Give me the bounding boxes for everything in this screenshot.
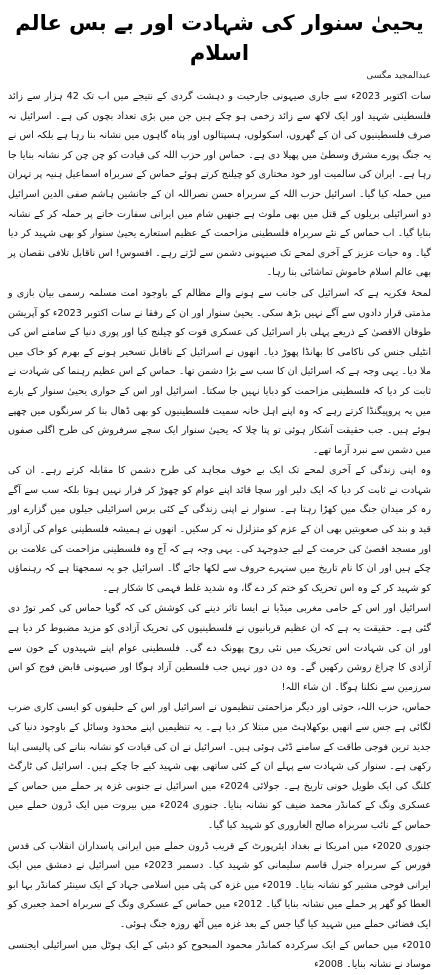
paragraph-5: حماس، حزب اللہ، حوثی اور دیگر مزاحمتی تنظیموں نے اسرائیل اور اس کے حلیفوں کو ایسی کاری ضرب لگائی ہے جس سے انھیں بوکھلاہٹ میں مبتلا کر دیا ہے۔ یہ تنظیمیں اپنے محدود وسائل کے باوجود دنیا کی جدید ترین فوجی طاقت کے سامنے ڈٹی ہوئی ہیں۔ اسرائیل نے ان کی قیادت کو نشانہ بنانے کی پالیسی اپنا رکھی ہے۔ سنوار کی شہادت سے پہلے ان کے کئی ساتھی بھی شہید کیے جا چکے ہیں۔ اسرائیل کی ٹارگٹ کلنگ کی ایک طویل خونی تاریخ ہے۔ جولائی 2024ء میں اسرائیل نے جنوبی غزہ پر حملے میں حماس کے عسکری ونگ کے کمانڈر محمد ضیف کو نشانہ بنایا۔ جنوری 2024ء میں بیروت میں ایک ڈرون حملے میں حماس کے نائب سربراہ صالح العاروری کو شہید کیا گیا۔ (8, 702, 431, 831)
paragraph-3: وہ اپنی زندگی کے آخری لمحے تک ایک بے خوف مجاہد کی طرح دشمن کا مقابلہ کرتے رہے۔ ان کی شہادت نے ثابت کر دیا کہ ایک دلیر اور سچا قائد اپنے عوام کو چھوڑ کر فرار نہیں ہوتا بلکہ سب سے آگے رہ کر میدان جنگ میں کھڑا رہتا ہے۔ سنوار نے اپنی زندگی کے کئی برس اسرائیلی جیلوں میں گزارے اور قید و بند کی صعوبتیں بھی ان کے عزم کو متزلزل نہ کر سکیں۔ انھوں نے ہمیشہ فلسطینی عوام کی آزادی اور مسجد اقصیٰ کی حرمت کے لیے جدوجہد کی۔ یہی وجہ ہے کہ آج وہ فلسطینی مزاحمت کی علامت بن چکے ہیں اور ان کا نام تاریخ میں سنہرے حروف سے لکھا جائے گا۔ اسرائیل جو یہ سمجھتا ہے کہ رہنماؤں کو شہید کر کے وہ اس تحریک کو ختم کر دے گا، وہ شدید غلط فہمی کا شکار ہے۔ (8, 465, 431, 594)
paragraph-1: سات اکتوبر 2023ء سے جاری صیہونی جارحیت و دہشت گردی کے نتیجے میں اب تک 42 ہزار سے زائد فلسطینی شہید اور ایک لاکھ سے زائد زخمی ہو چکے ہیں جن میں بڑی تعداد بچوں کی ہے۔ اسرائیل نہ صرف فلسطینیوں کی ان کے گھروں، اسکولوں، ہسپتالوں اور پناہ گاہوں میں نشانہ بنا رہا ہے بلکہ اس نے یہ جنگ پورے مشرق وسطیٰ میں پھیلا دی ہے۔ حماس اور حزب اللہ کی قیادت کو چن چن کر نشانہ بنایا جا رہا ہے۔ ایران کی سالمیت اور خود مختاری کو چیلنج کرتے ہوئے حماس کے سربراہ اسماعیل ہنیہ پر تہران میں حملہ کیا گیا۔ اسرائیل حزب اللہ کے سربراہ حسن نصراللہ ان کے جانشین ہاشم صفی الدین اسرائیل دو اسرائیلی بریلوں کے قتل میں بھی ملوث ہے جنھیں شام میں ایرانی سفارت خانے پر حملہ کر کے نشانہ بنایا گیا۔ اب حماس کے نئے سربراہ فلسطینی مزاحمت کے عظیم استعارے یحییٰ سنوار کو بھی شہید کر دیا گیا۔ وہ حیات عزیز کے آخری لمحے تک صیہونی دشمن سے لڑتے رہے۔ افسوس! اس ناقابل تلافی نقصان پر بھی عالم اسلام خاموش تماشائی بنا رہا۔ (8, 91, 431, 279)
article-headline: یحییٰ سنوار کی شہادت اور بے بس عالم اسلام (15, 11, 424, 65)
paragraph-6: جنوری 2020ء میں امریکا نے بغداد ایئرپورٹ کے قریب ڈرون حملے میں ایرانی پاسداران انقلاب کی قدس فورس کے سربراہ جنرل قاسم سلیمانی کو شہید کیا۔ دسمبر 2023ء میں اسرائیل نے دمشق میں ایک ایرانی فوجی مشیر کو نشانہ بنایا۔ 2019ء میں غزہ کی پٹی میں اسلامی جہاد کے ایک سینئر کمانڈر بہا ابو العطا کو گھر پر حملے میں نشانہ بنایا گیا۔ 2012ء میں حماس کے عسکری ونگ کے سربراہ احمد جعبری کو ایک فضائی حملے میں شہید کیا گیا جس کے بعد غزہ میں آٹھ روزہ جنگ ہوئی۔ (8, 840, 431, 930)
author-byline: عبدالمجید مگسی (366, 71, 431, 81)
paragraph-4: اسرائیل اور اس کے حامی مغربی میڈیا نے ایسا تاثر دینے کی کوشش کی کہ گویا حماس کی کمر توڑ دی گئی ہے۔ حقیقت یہ ہے کہ ان عظیم قربانیوں نے فلسطینیوں کی تحریک آزادی کو مزید مضبوط کر دیا ہے اور ان کی شہادت اس تحریک میں نئی روح پھونک دے گی۔ فلسطینی عوام اپنے شہیدوں کے خون سے آزادی کا چراغ روشن رکھیں گے۔ وہ دن دور نہیں جب فلسطین آزاد ہوگا اور صیہونی قابض فوج کو اس سرزمین سے نکلنا ہوگا۔ ان شاء اللہ! (8, 603, 431, 693)
paragraph-2: لمحۂ فکریہ ہے کہ اسرائیل کی جانب سے ہونے والے مظالم کے باوجود امت مسلمہ رسمی بیان بازی و مذمتی قرار دادوں سے آگے نہیں بڑھ سکی۔ یحییٰ سنوار اور ان کے رفقا نے سات اکتوبر 2023ء کو آپریشن طوفان الاقصیٰ کے ذریعے پہلی بار اسرائیل کی عسکری قوت کو چیلنج کیا اور پوری دنیا کے سامنے اس کی انٹیلی جنس کی ناکامی کا بھانڈا پھوڑ دیا۔ انھوں نے اسرائیل کے ناقابل تسخیر ہونے کے بھرم کو خاک میں ملا دیا۔ یہی وجہ ہے کہ اسرائیل ان کا سب سے بڑا دشمن تھا۔ حماس کے اس عظیم رہنما کی شہادت نے ثابت کر دیا کہ فلسطینی مزاحمت کو دبایا نہیں جا سکتا۔ اسرائیل اور اس کے حواری یحییٰ سنوار کے بارے میں یہ پروپیگنڈا کرتے رہے کہ وہ اپنے اہل خانہ سمیت فلسطینیوں کو بھی ڈھال بنا کر سرنگوں میں چھپے ہوئے ہیں۔ جب حقیقت آشکار ہوئی تو پتا چلا کہ یحییٰ سنوار ایک سچے سرفروش کی طرح اگلی صفوں میں دشمن سے نبرد آزما تھے۔ (8, 287, 431, 456)
paragraph-7: 2010ء میں حماس کے ایک سرکردہ کمانڈر محمود المبحوح کو دبئی کے ایک ہوٹل میں اسرائیلی ایجنسی موساد نے نشانہ بنایا۔ 2008ء (8, 939, 431, 971)
article-body (8, 87, 431, 975)
